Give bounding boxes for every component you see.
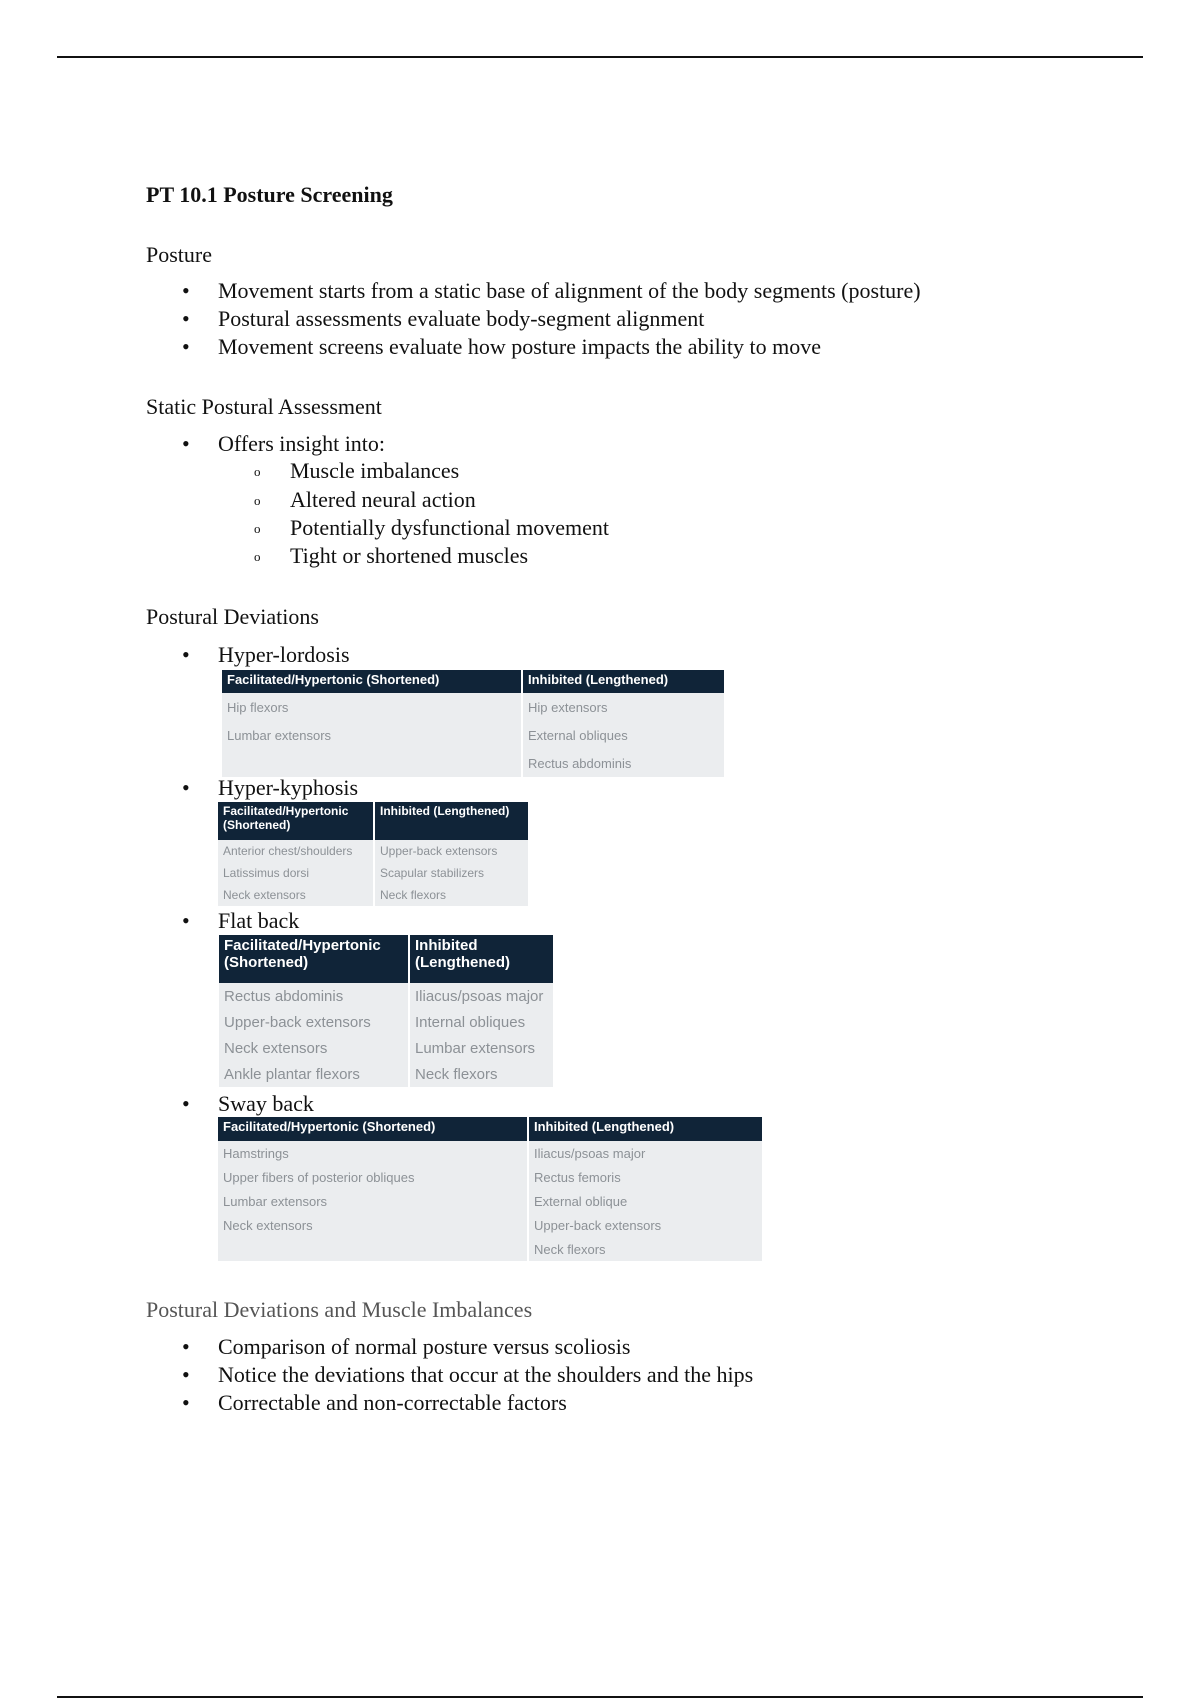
table-row — [222, 721, 724, 749]
header-inhibited: Inhibited (Lengthened) — [409, 935, 553, 983]
header-facilitated: Facilitated/Hypertonic (Shortened) — [219, 935, 409, 983]
sub-bullet-glyph: o — [254, 493, 261, 508]
table-cell: Neck flexors — [534, 1241, 606, 1257]
bullet-glyph: • — [182, 1334, 190, 1359]
table-row — [219, 983, 553, 1009]
bullet-glyph: • — [182, 278, 190, 303]
table-cell: Hip extensors — [528, 699, 608, 715]
bullet-glyph: • — [182, 334, 190, 359]
hyper-kyphosis-table — [218, 802, 528, 906]
sub-item-text: Muscle imbalances — [290, 458, 460, 483]
table-cell: Lumbar extensors — [222, 721, 522, 749]
table-row — [218, 862, 528, 884]
bullet-text: Sway back — [218, 1091, 314, 1116]
bullet-text: Hyper-kyphosis — [218, 775, 359, 800]
table-cell — [218, 1237, 528, 1261]
bullet-glyph: • — [182, 908, 190, 933]
table-cell: Neck extensors — [219, 1035, 409, 1061]
bullet-text: Correctable and non-correctable factors — [218, 1390, 567, 1415]
bullet-text: Postural assessments evaluate body-segment alignment — [218, 306, 705, 331]
bullet-text: Offers insight into: — [218, 431, 386, 456]
table-cell: Upper fibers of posterior obliques — [218, 1165, 528, 1189]
hyper-lordosis-table — [222, 670, 724, 777]
table-header-row — [222, 670, 724, 693]
table-cell: Rectus abdominis — [219, 983, 409, 1009]
table-header-row — [218, 1117, 762, 1141]
table-row — [218, 1165, 762, 1189]
bullet-text: Movement screens evaluate how posture impacts the ability to move — [218, 334, 822, 359]
bullet-glyph: • — [182, 775, 190, 800]
table-cell: Lumbar extensors — [415, 1039, 536, 1057]
bullet-text: Movement starts from a static base of alignment of the body segments (posture) — [218, 278, 921, 303]
table-cell: Upper-back extensors — [534, 1217, 662, 1233]
table-cell: Neck extensors — [218, 1213, 528, 1237]
muscle-imbalances-heading: Postural Deviations and Muscle Imbalances — [146, 1297, 533, 1322]
bullet-glyph: • — [182, 431, 190, 456]
sub-bullet-glyph: o — [254, 549, 261, 564]
table-cell: Upper-back extensors — [219, 1009, 409, 1035]
table-row — [218, 884, 528, 906]
document-title: PT 10.1 Posture Screening — [146, 182, 393, 207]
table-cell: External obliques — [528, 727, 628, 743]
sub-bullet-glyph: o — [254, 464, 261, 479]
table-cell: Neck extensors — [218, 884, 374, 906]
bullet-glyph: • — [182, 642, 190, 667]
header-inhibited: Inhibited (Lengthened) — [374, 802, 528, 840]
table-row — [219, 1035, 553, 1061]
sway-back-table — [218, 1117, 762, 1261]
header-facilitated: Facilitated/Hypertonic (Shortened) — [218, 802, 374, 840]
static-assessment-heading: Static Postural Assessment — [146, 394, 382, 419]
sub-bullet-glyph: o — [254, 521, 261, 536]
table-cell: Iliacus/psoas major — [415, 987, 544, 1005]
table-header-row — [219, 935, 553, 983]
table-row — [219, 1061, 553, 1087]
bullet-glyph: • — [182, 1362, 190, 1387]
bottom-rule — [57, 1696, 1143, 1698]
table-cell: Lumbar extensors — [218, 1189, 528, 1213]
header-facilitated: Facilitated/Hypertonic (Shortened) — [222, 670, 522, 693]
bullet-glyph: • — [182, 1390, 190, 1415]
table-cell: Hip flexors — [222, 693, 522, 721]
table-cell: Upper-back extensors — [380, 844, 498, 858]
table-cell: Neck flexors — [380, 888, 447, 902]
bullet-text: Notice the deviations that occur at the shoulders and the hips — [218, 1362, 754, 1387]
bullet-text: Flat back — [218, 908, 300, 933]
top-rule — [57, 56, 1143, 58]
table-cell: Scapular stabilizers — [380, 866, 485, 880]
table-cell — [222, 749, 522, 777]
flat-back-table — [219, 935, 553, 1087]
header-inhibited: Inhibited (Lengthened) — [522, 670, 724, 693]
table-cell: Rectus abdominis — [528, 755, 632, 771]
posture-heading: Posture — [146, 242, 212, 267]
header-inhibited: Inhibited (Lengthened) — [528, 1117, 762, 1141]
table-cell: Ankle plantar flexors — [219, 1061, 409, 1087]
sub-item-text: Tight or shortened muscles — [290, 543, 529, 568]
bullet-text: Hyper-lordosis — [218, 642, 350, 667]
table-row — [218, 1141, 762, 1165]
table-row — [218, 1213, 762, 1237]
table-cell: Latissimus dorsi — [218, 862, 374, 884]
table-cell: Iliacus/psoas major — [534, 1145, 646, 1161]
table-cell: Hamstrings — [218, 1141, 528, 1165]
bullet-glyph: • — [182, 1091, 190, 1116]
table-row — [222, 693, 724, 721]
table-row — [218, 1237, 762, 1261]
table-cell: External oblique — [534, 1193, 628, 1209]
table-cell: Neck flexors — [415, 1065, 498, 1083]
table-row — [219, 1009, 553, 1035]
table-cell: Internal obliques — [415, 1013, 526, 1031]
sub-item-text: Potentially dysfunctional movement — [290, 515, 609, 540]
postural-deviations-heading: Postural Deviations — [146, 604, 319, 629]
table-row — [222, 749, 724, 777]
header-facilitated: Facilitated/Hypertonic (Shortened) — [218, 1117, 528, 1141]
table-header-row — [218, 802, 528, 840]
bullet-text: Comparison of normal posture versus scoliosis — [218, 1334, 631, 1359]
table-cell: Anterior chest/shoulders — [218, 840, 374, 862]
table-cell: Rectus femoris — [534, 1169, 621, 1185]
table-row — [218, 1189, 762, 1213]
sub-item-text: Altered neural action — [290, 487, 476, 512]
bullet-glyph: • — [182, 306, 190, 331]
table-row — [218, 840, 528, 862]
